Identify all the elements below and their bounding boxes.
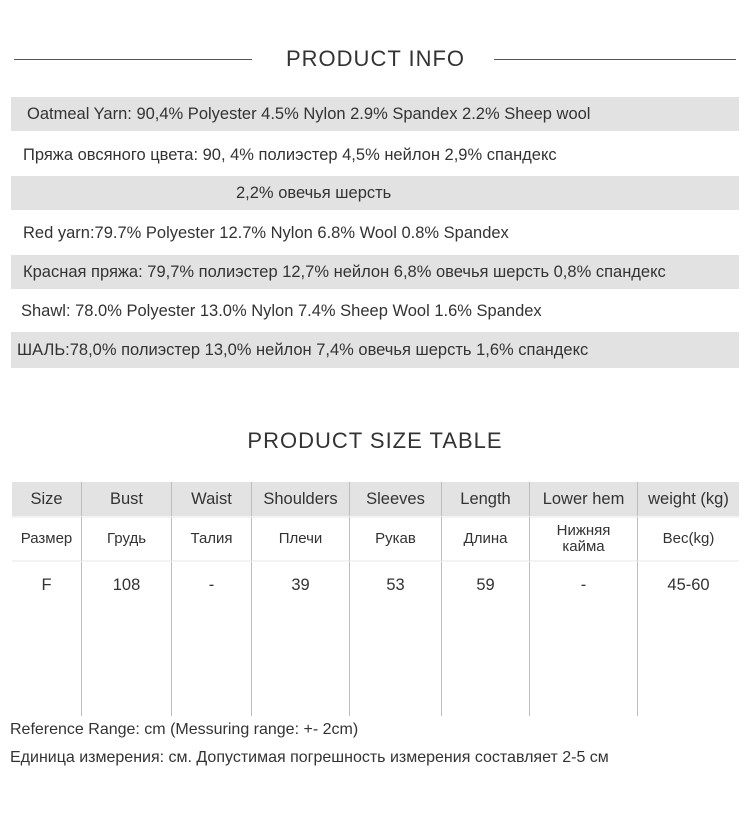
info-row-shawl-en: Shawl: 78.0% Polyester 13.0% Nylon 7.4% Sheep Wool 1.6% Spandex xyxy=(21,301,542,320)
cell-sleeves: 53 xyxy=(350,562,442,716)
cell-waist: - xyxy=(172,562,252,716)
header-length: Length xyxy=(442,482,530,516)
header-ru-lower-hem: Нижняя кайма xyxy=(530,516,638,562)
header-waist: Waist xyxy=(172,482,252,516)
info-row-oatmeal-ru-cont: 2,2% овечья шерсть xyxy=(11,176,739,210)
header-bust: Bust xyxy=(82,482,172,516)
header-ru-sleeves: Рукав xyxy=(350,516,442,562)
cell-length: 59 xyxy=(442,562,530,716)
header-size: Size xyxy=(12,482,82,516)
info-row-shawl-ru: ШАЛЬ:78,0% полиэстер 13,0% нейлон 7,4% овечья шерсть 1,6% спандекс xyxy=(11,332,739,368)
cell-size: F xyxy=(12,562,82,716)
product-info-title: PRODUCT INFO xyxy=(286,46,466,71)
cell-shoulders: 39 xyxy=(252,562,350,716)
header-shoulders: Shoulders xyxy=(252,482,350,516)
header-ru-waist: Талия xyxy=(172,516,252,562)
header-ru-length: Длина xyxy=(442,516,530,562)
size-table-header-en xyxy=(12,482,739,516)
cell-bust: 108 xyxy=(82,562,172,716)
measurement-unit-note: Единица измерения: см. Допустимая погрешность измерения составляет 2-5 см xyxy=(10,749,609,766)
header-ru-shoulders: Плечи xyxy=(252,516,350,562)
info-row-red-ru: Красная пряжа: 79,7% полиэстер 12,7% нейлон 6,8% овечья шерсть 0,8% спандекс xyxy=(11,255,739,289)
size-table-header-ru xyxy=(12,516,739,562)
product-info-heading xyxy=(0,46,750,76)
info-row-oatmeal-en: Oatmeal Yarn: 90,4% Polyester 4.5% Nylon 2.9% Spandex 2.2% Sheep wool xyxy=(11,97,739,131)
table-row xyxy=(12,562,739,716)
size-table xyxy=(12,482,739,716)
header-sleeves: Sleeves xyxy=(350,482,442,516)
header-lower-hem: Lower hem xyxy=(530,482,638,516)
cell-lower-hem: - xyxy=(530,562,638,716)
header-weight: weight (kg) xyxy=(638,482,739,516)
header-ru-bust: Грудь xyxy=(82,516,172,562)
heading-divider-left xyxy=(14,59,252,60)
reference-range-note: Reference Range: cm (Messuring range: +- 2cm) xyxy=(10,721,359,738)
header-ru-weight: Вес(kg) xyxy=(638,516,739,562)
size-table-title: PRODUCT SIZE TABLE xyxy=(247,428,503,453)
header-ru-size: Размер xyxy=(12,516,82,562)
info-row-oatmeal-ru: Пряжа овсяного цвета: 90, 4% полиэстер 4,5% нейлон 2,9% спандекс xyxy=(23,145,557,164)
cell-weight: 45-60 xyxy=(667,576,710,594)
heading-divider-right xyxy=(494,59,736,60)
info-row-red-en: Red yarn:79.7% Polyester 12.7% Nylon 6.8% Wool 0.8% Spandex xyxy=(23,223,509,242)
